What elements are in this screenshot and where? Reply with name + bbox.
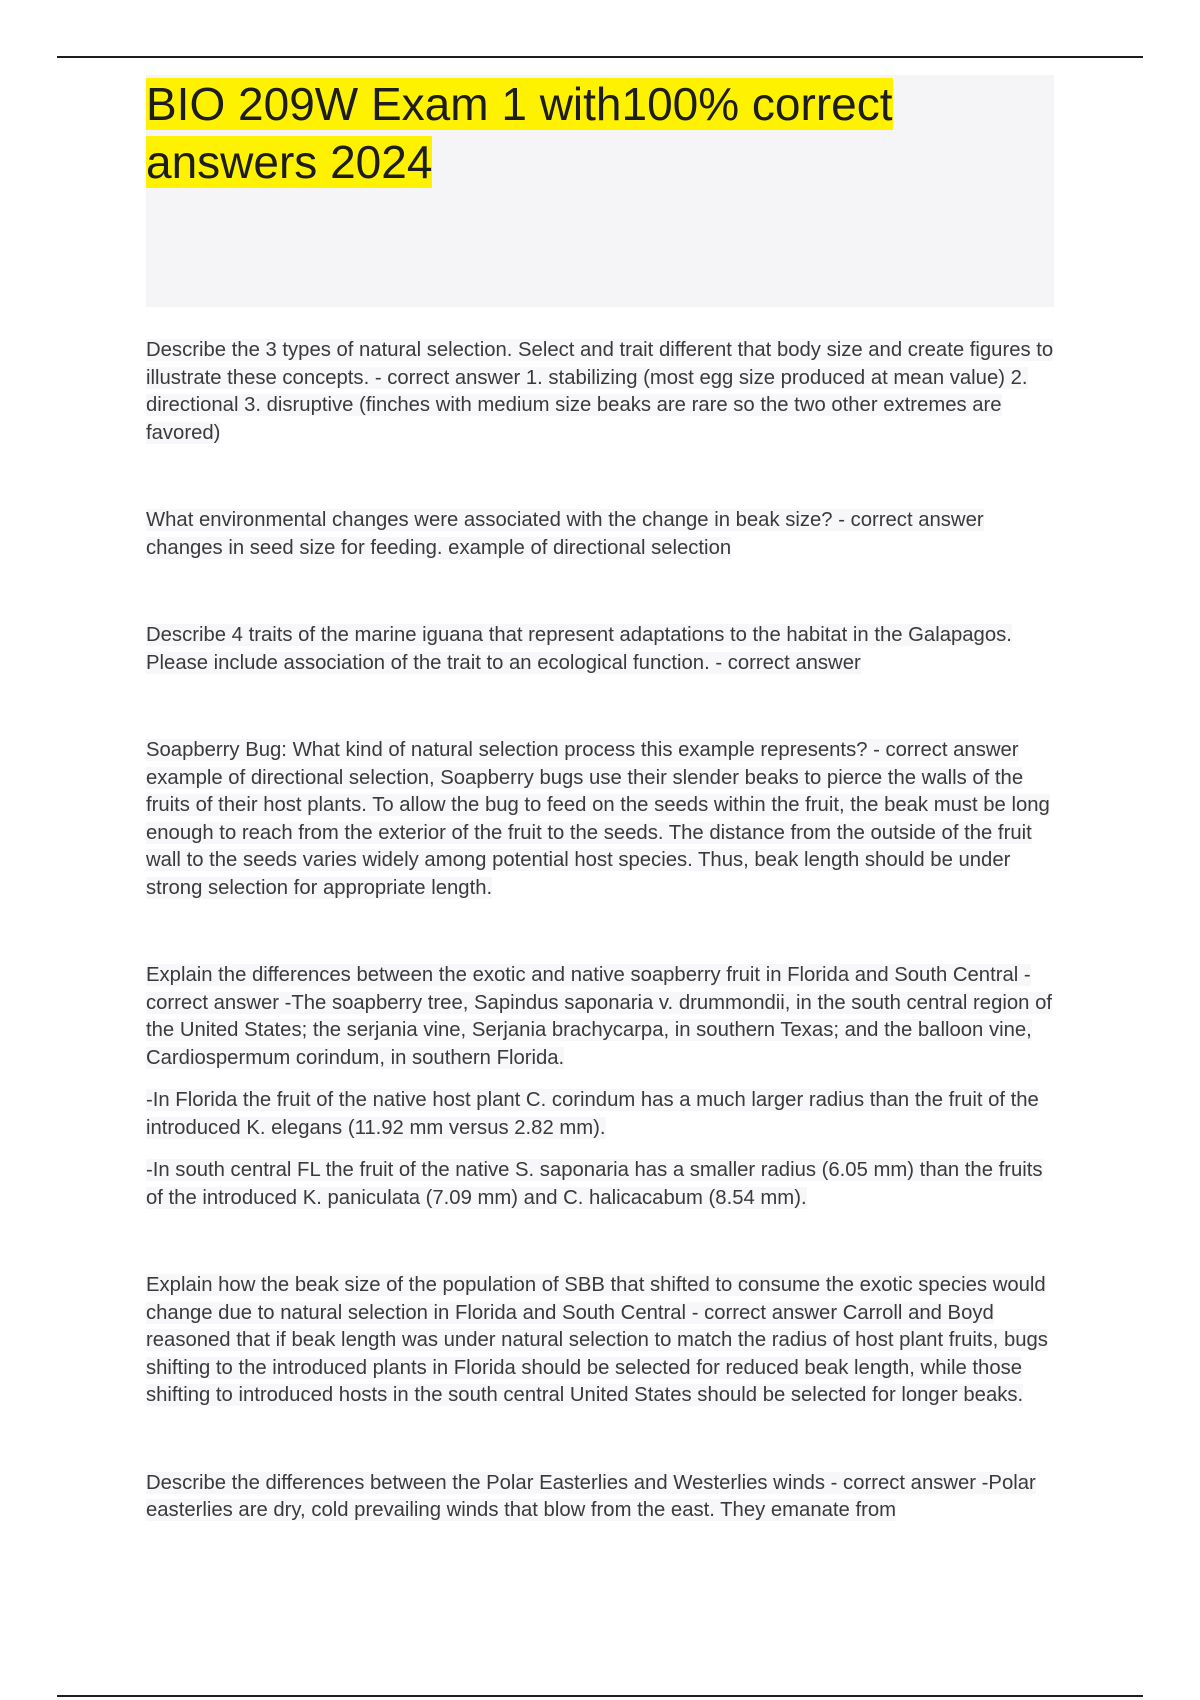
qa-paragraph: -In Florida the fruit of the native host plant C. corindum has a much larger radius than the fruit of the introduced K. elegans (11.92 mm versus 2.82 mm).	[146, 1089, 1039, 1139]
qa-paragraph: Describe the differences between the Polar Easterlies and Westerlies winds - correct answer -Polar easterlies are dry, cold prevailing winds that blow from the east. They emanate from	[146, 1471, 1036, 1521]
qa-item	[146, 507, 1054, 562]
qa-item	[146, 622, 1054, 677]
qa-item	[146, 1470, 1054, 1525]
qa-item	[146, 737, 1054, 902]
qa-paragraph: Explain how the beak size of the population of SBB that shifted to consume the exotic species would change due to natural selection in Florida and South Central - correct answer Carroll and Boyd reasoned that if beak length was under natural selection to match the radius of host plant fruits, bugs shifting to the introduced plants in Florida should be selected for reduced beak length, while those shifting to introduced hosts in the south central United States should be selected for longer beaks.	[146, 1274, 1048, 1406]
document-title-highlight: BIO 209W Exam 1 with100% correct answers 2024	[146, 78, 893, 188]
document-body	[146, 75, 1054, 1525]
title-block	[146, 75, 1054, 307]
qa-paragraph: Explain the differences between the exotic and native soapberry fruit in Florida and South Central - correct answer -The soapberry tree, Sapindus saponaria v. drummondii, in the south central region of the United States; the serjania vine, Serjania brachycarpa, in southern Texas; and the balloon vine, Cardiospermum corindum, in southern Florida.	[146, 964, 1052, 1069]
question-list	[146, 337, 1054, 1525]
qa-paragraph: Describe the 3 types of natural selection. Select and trait different that body size and create figures to illustrate these concepts. - correct answer 1. stabilizing (most egg size produced at mean value) 2. directional 3. disruptive (finches with medium size beaks are rare so the two other extremes are favored)	[146, 339, 1054, 444]
qa-paragraph: What environmental changes were associated with the change in beak size? - correct answer changes in seed size for feeding. example of directional selection	[146, 509, 984, 559]
qa-item	[146, 962, 1054, 1212]
top-rule	[57, 56, 1143, 58]
qa-paragraph: -In south central FL the fruit of the native S. saponaria has a smaller radius (6.05 mm) than the fruits of the introduced K. paniculata (7.09 mm) and C. halicacabum (8.54 mm).	[146, 1159, 1043, 1209]
document-title	[146, 75, 966, 191]
qa-item	[146, 1272, 1054, 1410]
qa-item	[146, 337, 1054, 447]
qa-paragraph: Describe 4 traits of the marine iguana that represent adaptations to the habitat in the Galapagos. Please include association of the trait to an ecological function. - correct answer	[146, 624, 1012, 674]
qa-paragraph: Soapberry Bug: What kind of natural selection process this example represents? - correct answer example of directional selection, Soapberry bugs use their slender beaks to pierce the walls of the fruits of their host plants. To allow the bug to feed on the seeds within the fruit, the beak must be long enough to reach from the exterior of the fruit to the seeds. The distance from the outside of the fruit wall to the seeds varies widely among potential host species. Thus, beak length should be under strong selection for appropriate length.	[146, 739, 1050, 899]
bottom-rule	[57, 1695, 1143, 1697]
